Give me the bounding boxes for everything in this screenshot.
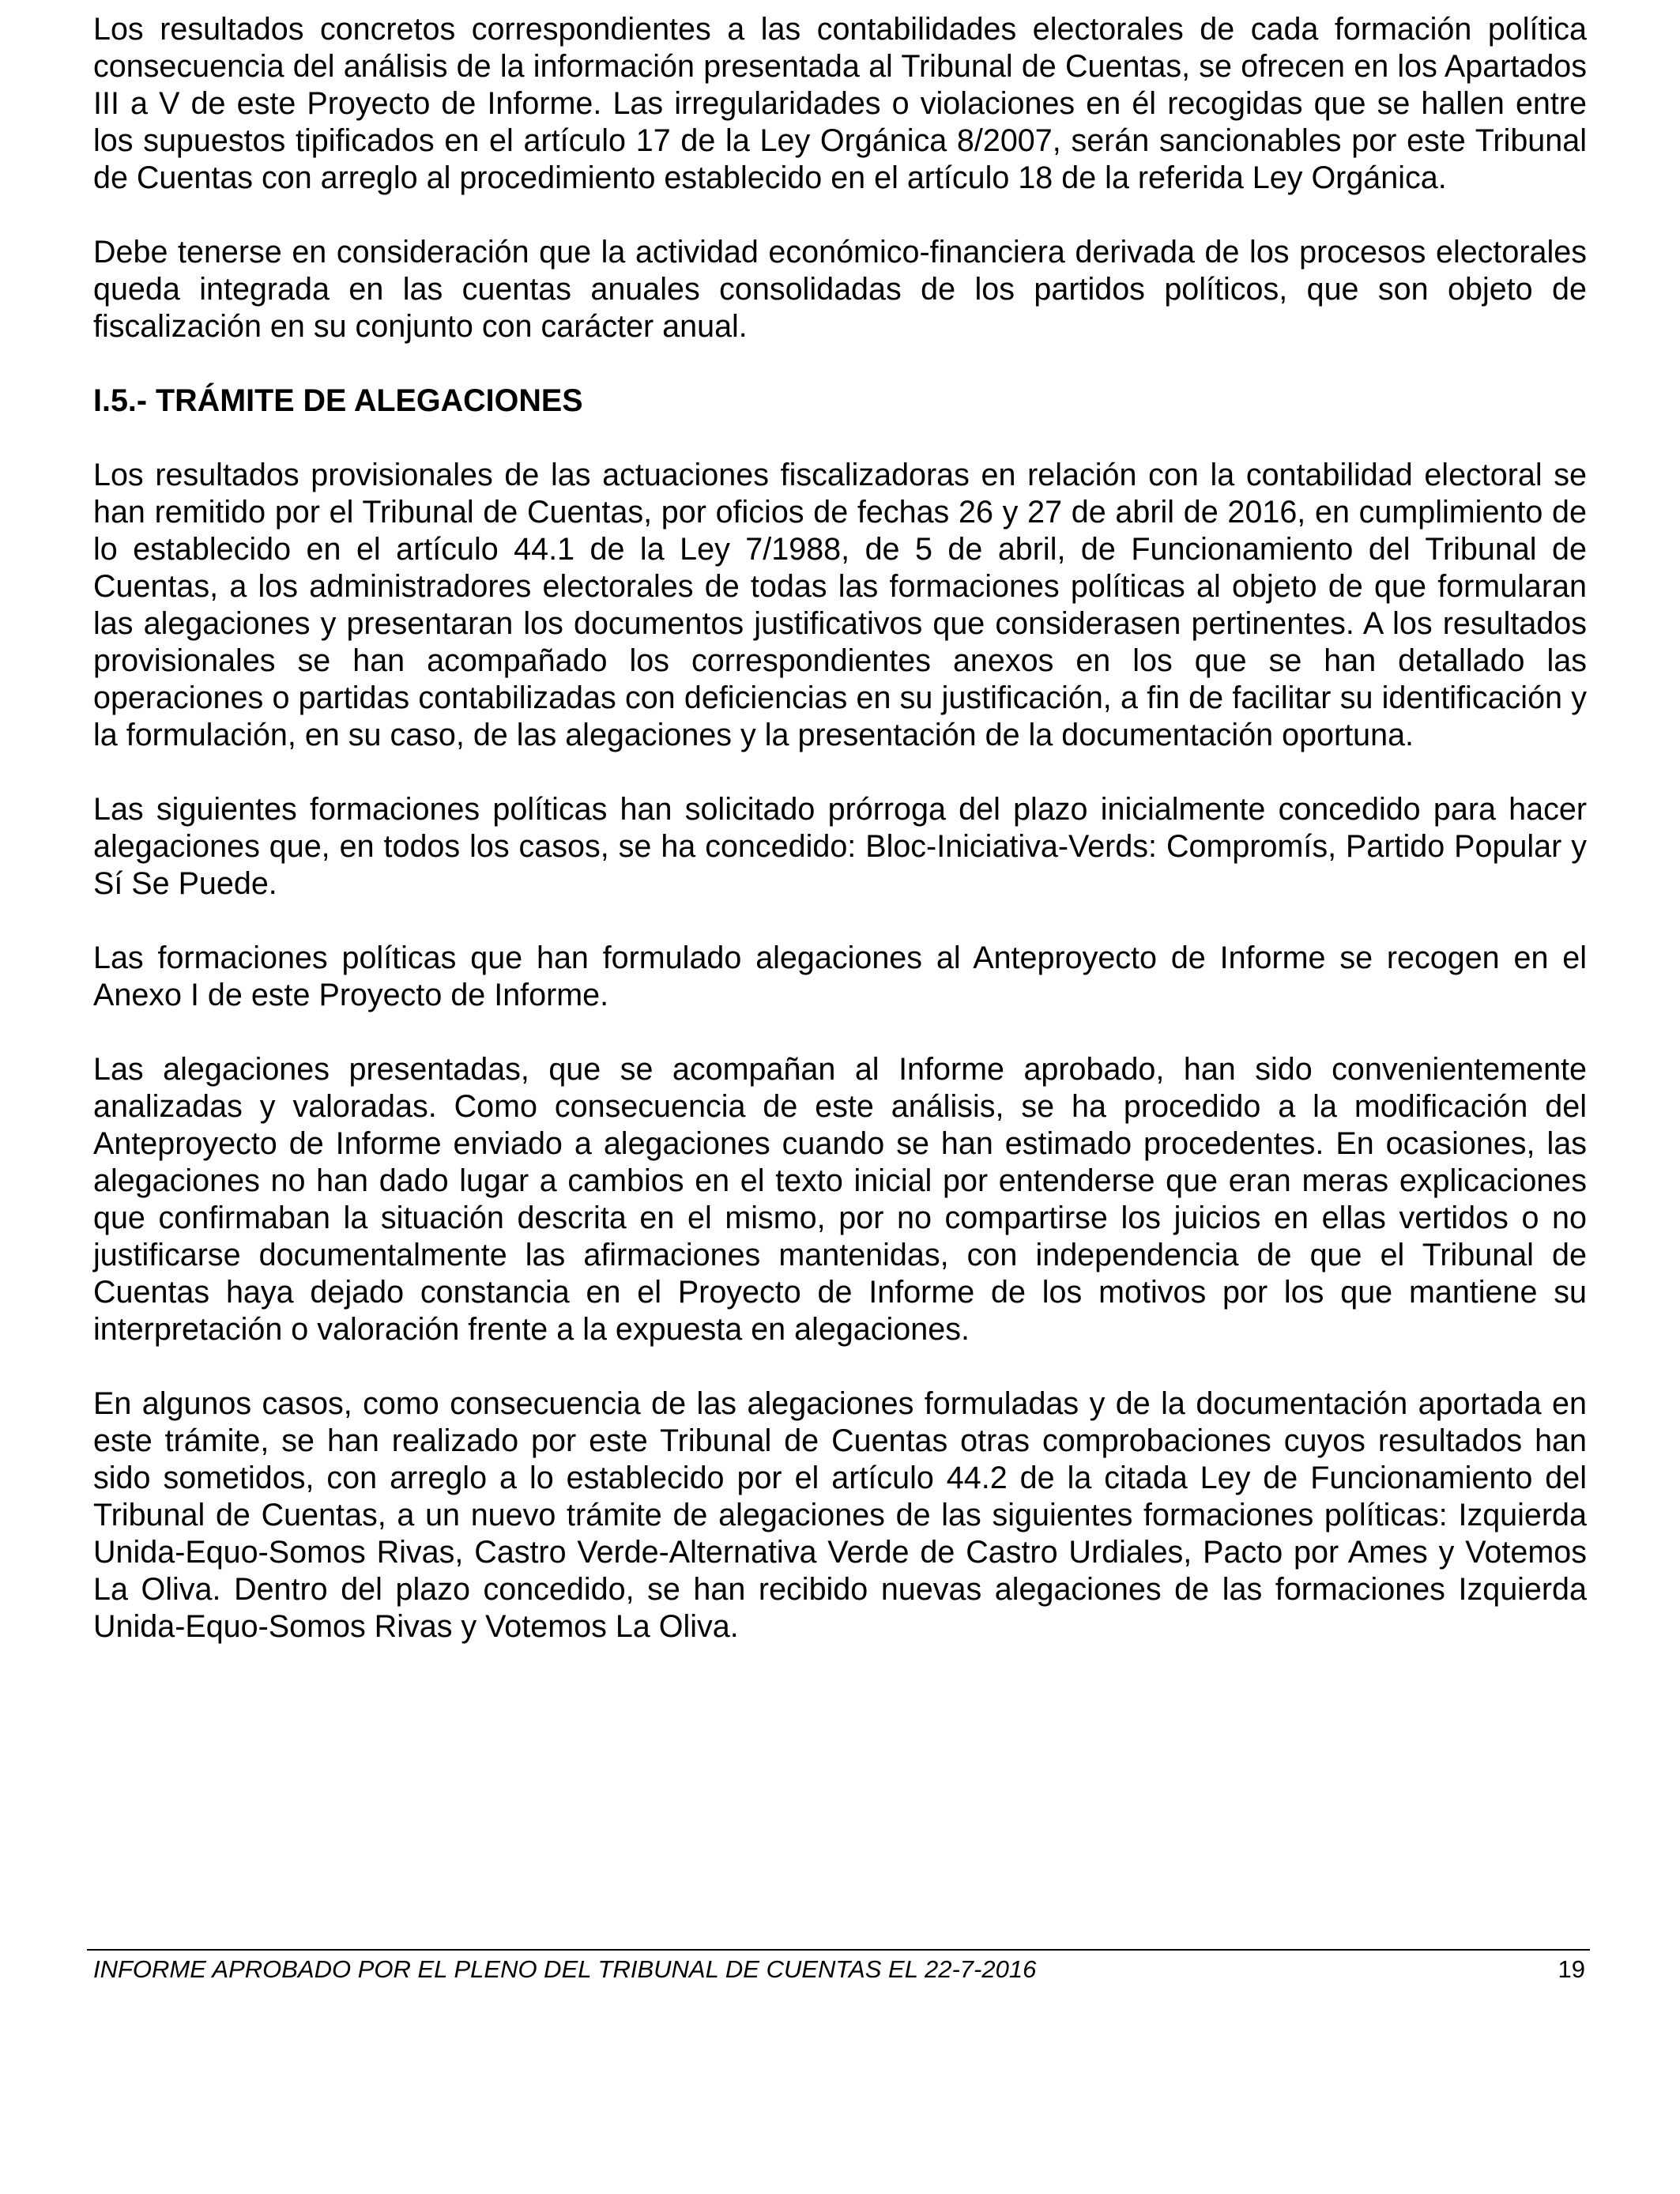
paragraph: Las formaciones políticas que han formulado alegaciones al Anteproyecto de Informe se recogen en el Anexo I de este Proyecto de Informe.: [93, 941, 1587, 1012]
document-body: [93, 11, 1587, 1646]
paragraph: Debe tenerse en consideración que la actividad económico-financiera derivada de los procesos electorales queda integrada en las cuentas anuales consolidadas de los partidos políticos, que son objeto de fiscalización en su conjunto con carácter anual.: [93, 235, 1587, 344]
paragraph: Las alegaciones presentadas, que se acompañan al Informe aprobado, han sido convenientemente analizadas y valoradas. Como consecuencia de este análisis, se ha procedido a la modificación del Anteproyecto de Informe enviado a alegaciones cuando se han estimado procedentes. En ocasiones, las alegaciones no han dado lugar a cambios en el texto inicial por entenderse que eran meras explicaciones que confirmaban la situación descrita en el mismo, por no compartirse los juicios en ellas vertidos o no justificarse documentalmente las afirmaciones mantenidas, con independencia de que el Tribunal de Cuentas haya dejado constancia en el Proyecto de Informe de los motivos por los que mantiene su interpretación o valoración frente a la expuesta en alegaciones.: [93, 1052, 1587, 1347]
footer-title: INFORME APROBADO POR EL PLENO DEL TRIBUNAL DE CUENTAS EL 22-7-2016: [93, 1955, 1037, 1983]
page-number: 19: [1558, 1955, 1585, 1983]
paragraph: Los resultados provisionales de las actuaciones fiscalizadoras en relación con la contabilidad electoral se han remitido por el Tribunal de Cuentas, por oficios de fechas 26 y 27 de abril de 2016, en cumplimiento de lo establecido en el artículo 44.1 de la Ley 7/1988, de 5 de abril, de Funcionamiento del Tribunal de Cuentas, a los administradores electorales de todas las formaciones políticas al objeto de que formularan las alegaciones y presentaran los documentos justificativos que considerasen pertinentes. A los resultados provisionales se han acompañado los correspondientes anexos en los que se han detallado las operaciones o partidas contabilizadas con deficiencias en su justificación, a fin de facilitar su identificación y la formulación, en su caso, de las alegaciones y la presentación de la documentación oportuna.: [93, 458, 1587, 752]
page-footer: [87, 1949, 1590, 1985]
section-heading: I.5.- TRÁMITE DE ALEGACIONES: [93, 383, 583, 418]
paragraph: Los resultados concretos correspondientes a las contabilidades electorales de cada formación política consecuencia del análisis de la información presentada al Tribunal de Cuentas, se ofrecen en los Apartados III a V de este Proyecto de Informe. Las irregularidades o violaciones en él recogidas que se hallen entre los supuestos tipificados en el artículo 17 de la Ley Orgánica 8/2007, serán sancionables por este Tribunal de Cuentas con arreglo al procedimiento establecido en el artículo 18 de la referida Ley Orgánica.: [93, 12, 1587, 195]
paragraph: Las siguientes formaciones políticas han solicitado prórroga del plazo inicialmente concedido para hacer alegaciones que, en todos los casos, se ha concedido: Bloc-Iniciativa-Verds: Compromís, Partido Popular y Sí Se Puede.: [93, 792, 1587, 901]
paragraph: En algunos casos, como consecuencia de las alegaciones formuladas y de la documentación aportada en este trámite, se han realizado por este Tribunal de Cuentas otras comprobaciones cuyos resultados han sido sometidos, con arreglo a lo establecido por el artículo 44.2 de la citada Ley de Funcionamiento del Tribunal de Cuentas, a un nuevo trámite de alegaciones de las siguientes formaciones políticas: Izquierda Unida-Equo-Somos Rivas, Castro Verde-Alternativa Verde de Castro Urdiales, Pacto por Ames y Votemos La Oliva. Dentro del plazo concedido, se han recibido nuevas alegaciones de las formaciones Izquierda Unida-Equo-Somos Rivas y Votemos La Oliva.: [93, 1386, 1587, 1644]
